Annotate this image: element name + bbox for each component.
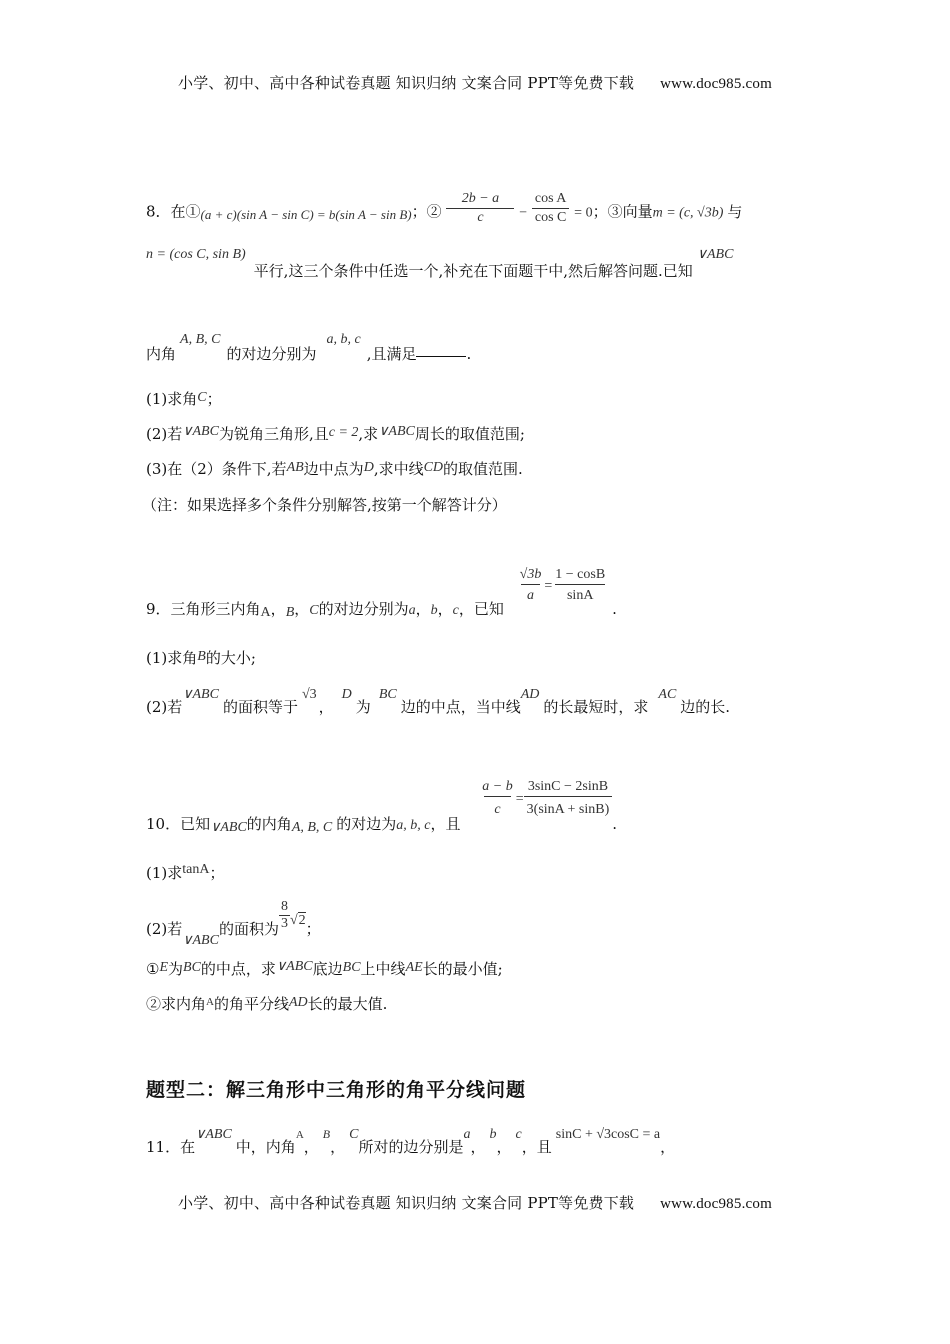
- q8-opposite-sides: 的对边分别为: [226, 345, 317, 363]
- text: 的中点，求: [200, 960, 276, 978]
- frac-num: √3b: [519, 567, 542, 582]
- q10-p2-triangle: ∨ABC: [182, 932, 219, 948]
- q10-p1-text: (1)求: [146, 864, 183, 882]
- sep: ，: [270, 599, 286, 618]
- q10-s1-bc-2: BC: [342, 960, 361, 975]
- q10-inner: 的内角: [246, 814, 292, 833]
- q10-frac2: [524, 780, 613, 817]
- q8-line2-text: 平行,这三个条件中任选一个,补充在下面题干中,然后解答问题.已知: [253, 262, 693, 280]
- text: 长的最大值.: [307, 995, 388, 1013]
- q8-vector-n: n = (cos C, sin B): [146, 247, 246, 262]
- q9-p2-shortest: 的长最短时，求: [543, 698, 649, 716]
- q8-p3-d: D: [363, 460, 374, 475]
- frac-num: a − b: [482, 779, 513, 794]
- q9-C: C: [309, 602, 319, 618]
- q9-p2-d: D: [341, 687, 352, 702]
- q8-part3: [146, 462, 523, 478]
- q9-a: a: [408, 602, 416, 618]
- q10-sub2: [146, 997, 387, 1013]
- q11-A: A: [295, 1129, 304, 1141]
- q8-line1: [146, 191, 743, 229]
- q9-eq: =: [544, 578, 553, 594]
- q11-triangle: ∨ABC: [195, 1127, 232, 1142]
- q8-p3-range: 的取值范围.: [443, 460, 523, 478]
- circle-1: ①: [146, 960, 160, 978]
- q8-p1-text: (1)求角: [146, 390, 198, 408]
- q11-C: C: [349, 1127, 359, 1142]
- q10-angles: A, B, C: [291, 819, 333, 835]
- q10-part1: [146, 862, 225, 882]
- sep: ，: [437, 599, 453, 618]
- q8-condition-1: (a + c)(sin A − sin C) = b(sin A − sin B): [200, 206, 412, 222]
- frac-den: c: [484, 796, 510, 817]
- q9-p2-ad: AD: [520, 687, 540, 702]
- q9-A: A: [260, 604, 271, 620]
- q8-sides: a, b, c: [326, 332, 361, 347]
- q9-frac2: [552, 568, 608, 603]
- q8-triangle: ∨ABC: [696, 247, 734, 262]
- q8-p2-perimeter: 周长的取值范围;: [414, 425, 525, 443]
- q8-cond2-frac2: [532, 192, 570, 225]
- q8-p2-find: ,求: [358, 425, 379, 443]
- q10-p2-end: ；: [305, 919, 321, 938]
- q8-p1-var: C: [197, 390, 207, 405]
- q9-p1-text: (1)求角: [146, 649, 198, 667]
- q9-p1-var: B: [197, 649, 206, 664]
- q9-p2-bc: BC: [378, 687, 397, 702]
- q8-period: .: [466, 345, 472, 363]
- q11-c: c: [515, 1127, 522, 1142]
- q9-p2-is: 为: [355, 698, 371, 716]
- header-text: 小学、初中、高中各种试卷真题 知识归纳 文案合同 PPT等免费下载: [178, 74, 635, 92]
- q8-eq-zero: = 0: [574, 205, 593, 221]
- q8-vector-label: ；③向量: [592, 202, 653, 221]
- q10-sides: a, b, c: [396, 817, 431, 833]
- page-footer: [0, 1192, 950, 1213]
- q8-note: （注：如果选择多个条件分别解答,按第一个解答计分）: [142, 496, 507, 514]
- q8-line2: [146, 247, 734, 280]
- frac-num: cos A: [534, 191, 567, 206]
- q10-s2-A: A: [206, 996, 214, 1008]
- frac-num: 2b − a: [461, 191, 500, 206]
- footer-text: 小学、初中、高中各种试卷真题 知识归纳 文案合同 PPT等免费下载: [178, 1194, 635, 1212]
- q9-label: 9．三角形三内角: [146, 599, 261, 618]
- q11-a: a: [463, 1127, 471, 1142]
- q8-p3-cd: CD: [423, 460, 444, 475]
- frac-num: 8: [280, 899, 288, 914]
- q9-p2-text: (2)若: [146, 698, 183, 716]
- q8-p3-midpoint: 边中点为: [303, 460, 364, 478]
- q10-s1-ae: AE: [405, 960, 423, 975]
- q11-tail: ，: [660, 1138, 676, 1156]
- q11-condition: sinC + √3cosC = a: [555, 1127, 661, 1142]
- text: 长的最小值;: [422, 960, 503, 978]
- q8-part2: [146, 424, 525, 443]
- q10-s1-triangle: ∨ABC: [275, 959, 313, 974]
- q10-triangle: ∨ABC: [210, 819, 247, 835]
- q9-b: b: [430, 602, 438, 618]
- q10-eq: =: [515, 791, 524, 807]
- q9-p2-length: 边的长.: [680, 698, 731, 716]
- q8-cond2-frac1: [446, 192, 514, 225]
- q9-p2-midpoint: 边的中点，当中线: [400, 698, 521, 716]
- text: ②求内角: [146, 995, 207, 1013]
- text: 的角平分线: [213, 995, 289, 1013]
- q10-line1: [146, 779, 618, 835]
- q10-p1-end: ；: [209, 864, 225, 882]
- q11-label: 11．在: [146, 1138, 196, 1156]
- q10-opposite: 的对边为: [336, 814, 397, 833]
- q10-p1-var: tanA: [182, 862, 210, 877]
- page-header: [0, 72, 950, 93]
- q9-p2-value: √3: [301, 687, 317, 702]
- q9-part2: [146, 686, 731, 716]
- q11-inner: 中，内角: [235, 1138, 296, 1156]
- q10-p2-frac: [279, 900, 290, 931]
- q8-p2-triangle-2: ∨ABC: [378, 424, 415, 439]
- frac-den: sinA: [555, 584, 605, 603]
- footer-site: www.doc985.com: [660, 1196, 772, 1212]
- q10-frac1: [479, 780, 515, 817]
- q10-sub1: [146, 959, 503, 978]
- q11-and: ，且: [521, 1138, 552, 1156]
- q8-inner-angle: 内角: [146, 345, 177, 363]
- text: 上中线: [360, 960, 406, 978]
- q9-frac1: [517, 568, 545, 603]
- q9-p2-triangle: ∨ABC: [182, 687, 219, 702]
- q9-c: c: [452, 602, 459, 618]
- q8-part1: [146, 392, 222, 408]
- q8-p2-triangle: ∨ABC: [182, 424, 219, 439]
- question-11: [146, 1126, 676, 1156]
- q8-p3-median: ,求中线: [373, 460, 424, 478]
- header-site: www.doc985.com: [660, 76, 772, 92]
- q8-p1-end: ；: [206, 390, 222, 408]
- q8-sep-2: ；②: [411, 202, 442, 221]
- q10-p2-area: 的面积为: [218, 919, 279, 938]
- sep: ，: [303, 1138, 319, 1156]
- q10-s1-e: E: [159, 960, 169, 975]
- q9-p1-end: 的大小;: [205, 649, 256, 667]
- sep: ，: [496, 1138, 512, 1156]
- q10-part2: [146, 899, 321, 948]
- frac-den: a: [521, 584, 540, 603]
- q10-p2-sqrt: √2: [289, 912, 306, 928]
- q10-s2-ad: AD: [288, 995, 308, 1010]
- q9-p2-ac: AC: [658, 687, 677, 702]
- section-heading: 题型二：解三角形中三角形的角平分线问题: [146, 1079, 527, 1101]
- q8-vector-m: m = (c, √3b): [652, 205, 724, 221]
- frac-den: c: [446, 208, 514, 225]
- q9-p2-area: 的面积等于: [222, 698, 298, 716]
- sep: ，: [318, 698, 334, 716]
- q8-p3-ab: AB: [286, 460, 304, 475]
- q8-p3-text: (3)在（2）条件下,若: [146, 460, 287, 478]
- q8-label: 8．在①: [146, 202, 201, 221]
- q9-opposite: 的对边分别为: [318, 599, 409, 618]
- q10-and: ，且: [430, 814, 461, 833]
- frac-den: 3: [280, 916, 288, 931]
- q11-sides-text: 所对的边分别是: [358, 1138, 464, 1156]
- frac-den: cos C: [532, 208, 570, 225]
- q8-satisfy: ,且满足: [366, 345, 417, 363]
- sep: ，: [470, 1138, 486, 1156]
- q11-B: B: [322, 1127, 331, 1141]
- frac-num: 1 − cosB: [555, 567, 606, 582]
- q8-and: 与: [727, 202, 743, 221]
- q8-p2-c: c = 2: [328, 425, 359, 440]
- sep: ，: [415, 599, 431, 618]
- q9-line1: [146, 567, 617, 620]
- q10-label: 10．已知: [146, 814, 211, 833]
- q8-blank: [416, 344, 466, 357]
- text: 底边: [312, 960, 343, 978]
- sep: ，: [330, 1138, 346, 1156]
- sqrt-radicand: 2: [298, 912, 306, 928]
- frac-den: 3(sinA + sinB): [524, 796, 613, 817]
- sep: ，: [294, 599, 310, 618]
- q10-s1-bc: BC: [183, 960, 201, 975]
- q8-p2-acute: 为锐角三角形,且: [218, 425, 329, 443]
- q9-dot: .: [612, 599, 617, 618]
- q9-given: ，已知: [458, 599, 504, 618]
- q11-b: b: [489, 1127, 497, 1142]
- q8-line3: [146, 330, 472, 363]
- q10-dot: .: [612, 814, 618, 833]
- q9-part1: [146, 651, 256, 667]
- text: 为: [168, 960, 184, 978]
- frac-num: 3sinC − 2sinB: [527, 779, 609, 794]
- q10-p2-text: (2)若: [146, 919, 183, 938]
- q8-p2-text: (2)若: [146, 425, 183, 443]
- q8-minus: −: [519, 205, 528, 221]
- q8-angles: A, B, C: [180, 332, 221, 347]
- q9-B: B: [285, 604, 295, 620]
